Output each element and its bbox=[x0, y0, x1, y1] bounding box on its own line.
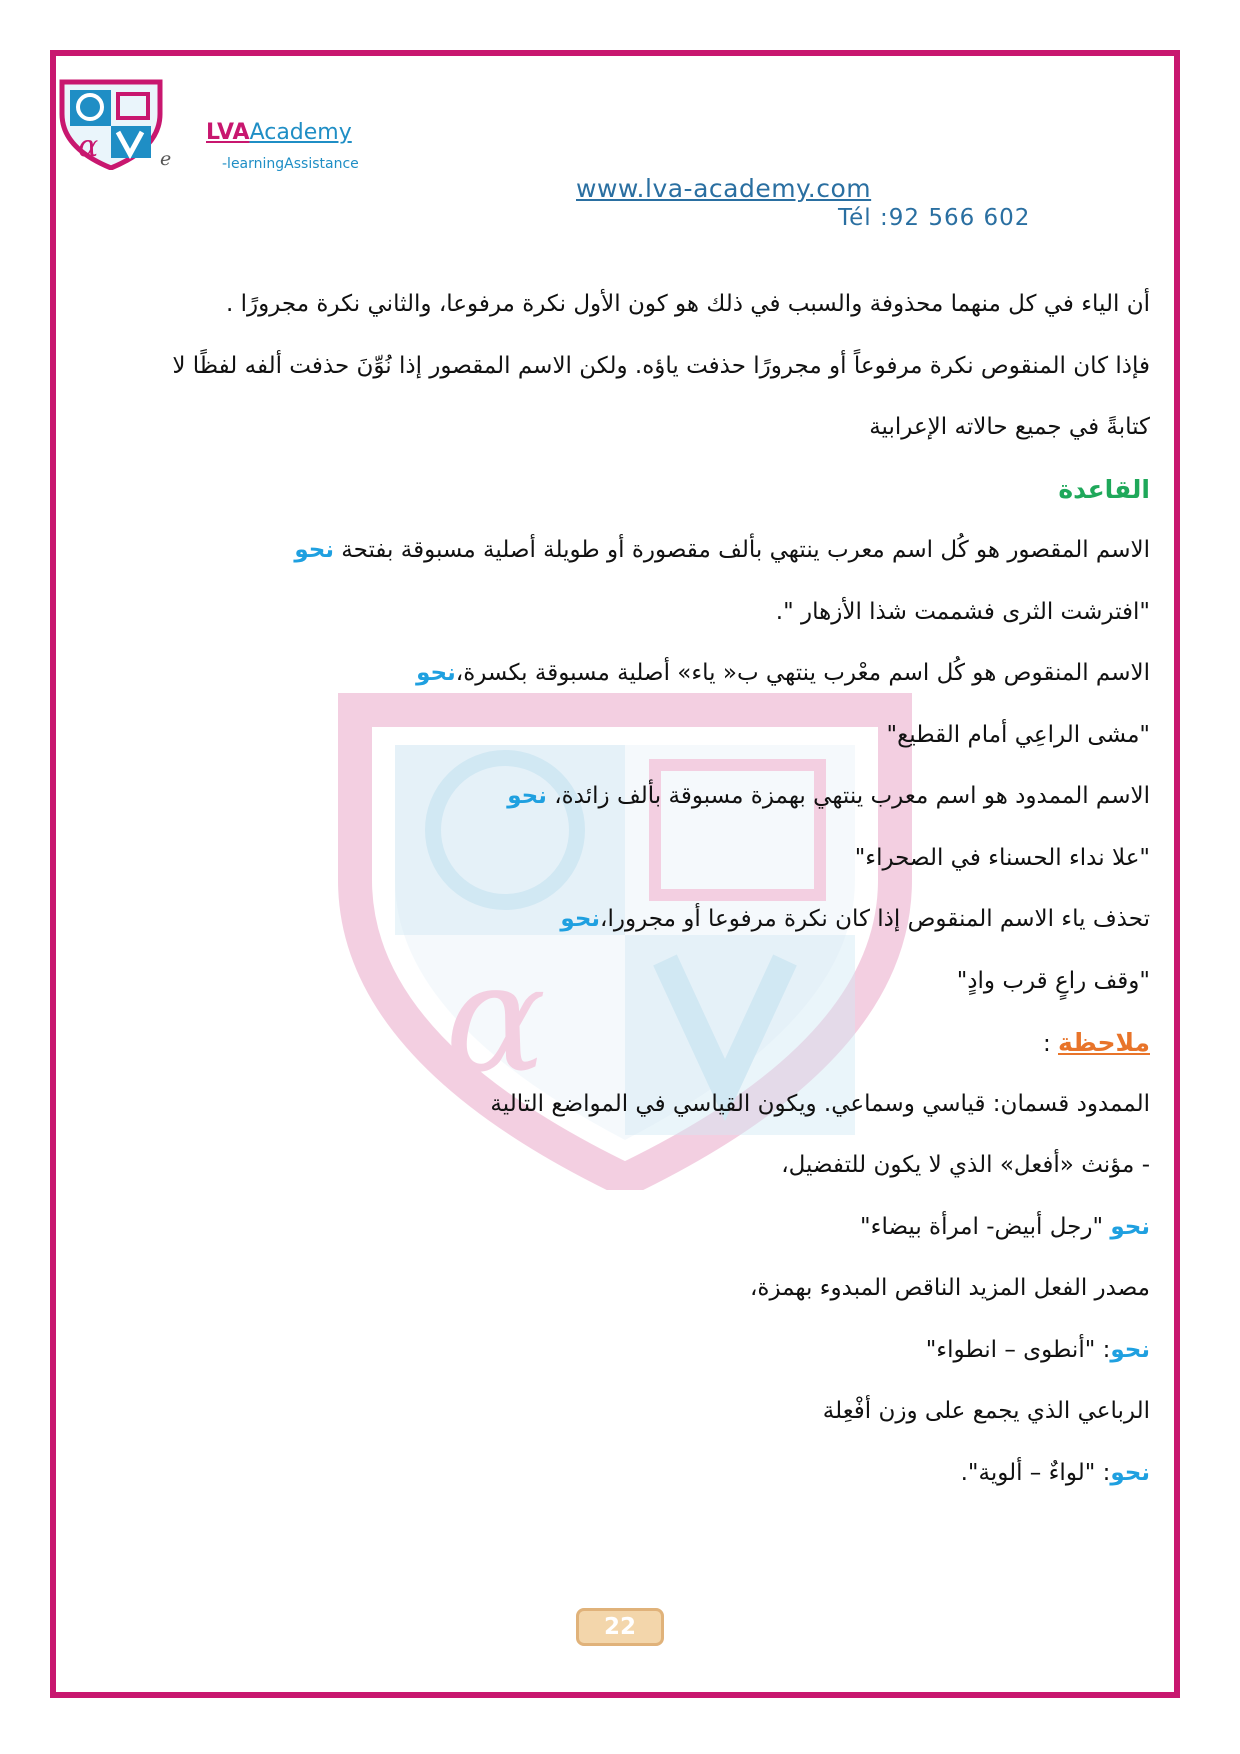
svg-text:α: α bbox=[78, 129, 99, 164]
text-line bbox=[90, 1135, 1150, 1197]
text-segment: الاسم المقصور هو كُل اسم معرب ينتهي بألف مقصورة أو طويلة أصلية مسبوقة بفتحة bbox=[333, 537, 1150, 563]
text-segment: "مشى الراعِي أمام القطيع" bbox=[886, 721, 1150, 748]
text-segment: كتابةً في جميع حالاته الإعرابية bbox=[869, 414, 1150, 440]
text-line bbox=[90, 889, 1150, 951]
text-segment: - مؤنث «أفعل» الذي لا يكون للتفضيل، bbox=[781, 1152, 1150, 1178]
phone-number: Tél :92 566 602 bbox=[838, 205, 1031, 231]
text-line bbox=[90, 1197, 1150, 1259]
example-keyword: نحو bbox=[416, 660, 456, 686]
brand-tagline: -learningAssistance bbox=[222, 156, 359, 172]
text-line bbox=[90, 1258, 1150, 1320]
text-line bbox=[90, 766, 1150, 828]
text-segment: "علا نداء الحسناء في الصحراء" bbox=[854, 844, 1150, 871]
logo-e-letter: e bbox=[160, 148, 172, 170]
text-line bbox=[90, 643, 1150, 705]
text-line bbox=[90, 828, 1150, 890]
text-segment: "رجل أبيض- امرأة بيضاء" bbox=[860, 1213, 1111, 1240]
example-keyword: نحو bbox=[294, 537, 334, 563]
text-line bbox=[90, 397, 1150, 459]
text-segment: الاسم المنقوص هو كُل اسم معْرب ينتهي ب« ياء» أصلية مسبوقة بكسرة، bbox=[455, 660, 1150, 686]
text-segment: : "لواءٌ – ألوية". bbox=[960, 1459, 1111, 1486]
website-link[interactable]: www.lva-academy.com bbox=[576, 174, 872, 203]
text-segment: فإذا كان المنقوص نكرة مرفوعاً أو مجرورًا حذفت ياؤه. ولكن الاسم المقصور إذا نُوِّنَ حذفت ألفه لفظًا لا bbox=[172, 352, 1150, 379]
text-line bbox=[90, 459, 1150, 521]
example-keyword: نحو bbox=[1110, 1213, 1150, 1240]
text-line bbox=[90, 951, 1150, 1013]
brand-academy: Academy bbox=[249, 120, 352, 145]
brand-lva: LVA bbox=[206, 120, 250, 145]
text-line bbox=[90, 520, 1150, 582]
note-heading: ملاحظة bbox=[1058, 1028, 1150, 1057]
svg-text:α: α bbox=[445, 932, 547, 1106]
rule-heading: القاعدة bbox=[1058, 474, 1150, 504]
text-segment: الاسم الممدود هو اسم معرب ينتهي بهمزة مسبوقة بألف زائدة، bbox=[546, 783, 1150, 809]
brand-name[interactable] bbox=[206, 120, 352, 145]
example-keyword: نحو bbox=[1110, 1459, 1150, 1486]
example-keyword: نحو bbox=[1110, 1336, 1150, 1363]
text-segment: "افترشت الثرى فشممت شذا الأزهار ". bbox=[775, 598, 1150, 625]
text-line bbox=[90, 1012, 1150, 1074]
text-segment: "وقف راعٍ قرب وادٍ" bbox=[956, 967, 1150, 994]
text-segment: : bbox=[1042, 1031, 1058, 1057]
text-segment: مصدر الفعل المزيد الناقص المبدوء بهمزة، bbox=[749, 1275, 1150, 1301]
text-line bbox=[90, 1443, 1150, 1505]
text-line bbox=[90, 274, 1150, 336]
text-line bbox=[90, 1381, 1150, 1443]
text-line bbox=[90, 1320, 1150, 1382]
lesson-body bbox=[90, 274, 1150, 1504]
example-keyword: نحو bbox=[560, 906, 601, 932]
text-segment: تحذف ياء الاسم المنقوص إذا كان نكرة مرفوعا أو مجرورا، bbox=[600, 906, 1150, 932]
text-line bbox=[90, 1074, 1150, 1136]
text-line bbox=[90, 582, 1150, 644]
academy-logo bbox=[58, 78, 164, 170]
text-segment: : "أنطوى – انطواء" bbox=[925, 1336, 1111, 1363]
text-segment: أن الياء في كل منهما محذوفة والسبب في ذلك هو كون الأول نكرة مرفوعا، والثاني نكرة مجرورًا . bbox=[225, 291, 1150, 317]
text-segment: الرباعي الذي يجمع على وزن أفْعِلة bbox=[822, 1398, 1150, 1424]
example-keyword: نحو bbox=[507, 783, 547, 809]
text-line bbox=[90, 705, 1150, 767]
page-number: 22 bbox=[576, 1608, 664, 1646]
text-segment: الممدود قسمان: قياسي وسماعي. ويكون القياسي في المواضع التالية bbox=[490, 1090, 1150, 1117]
text-line bbox=[90, 336, 1150, 398]
